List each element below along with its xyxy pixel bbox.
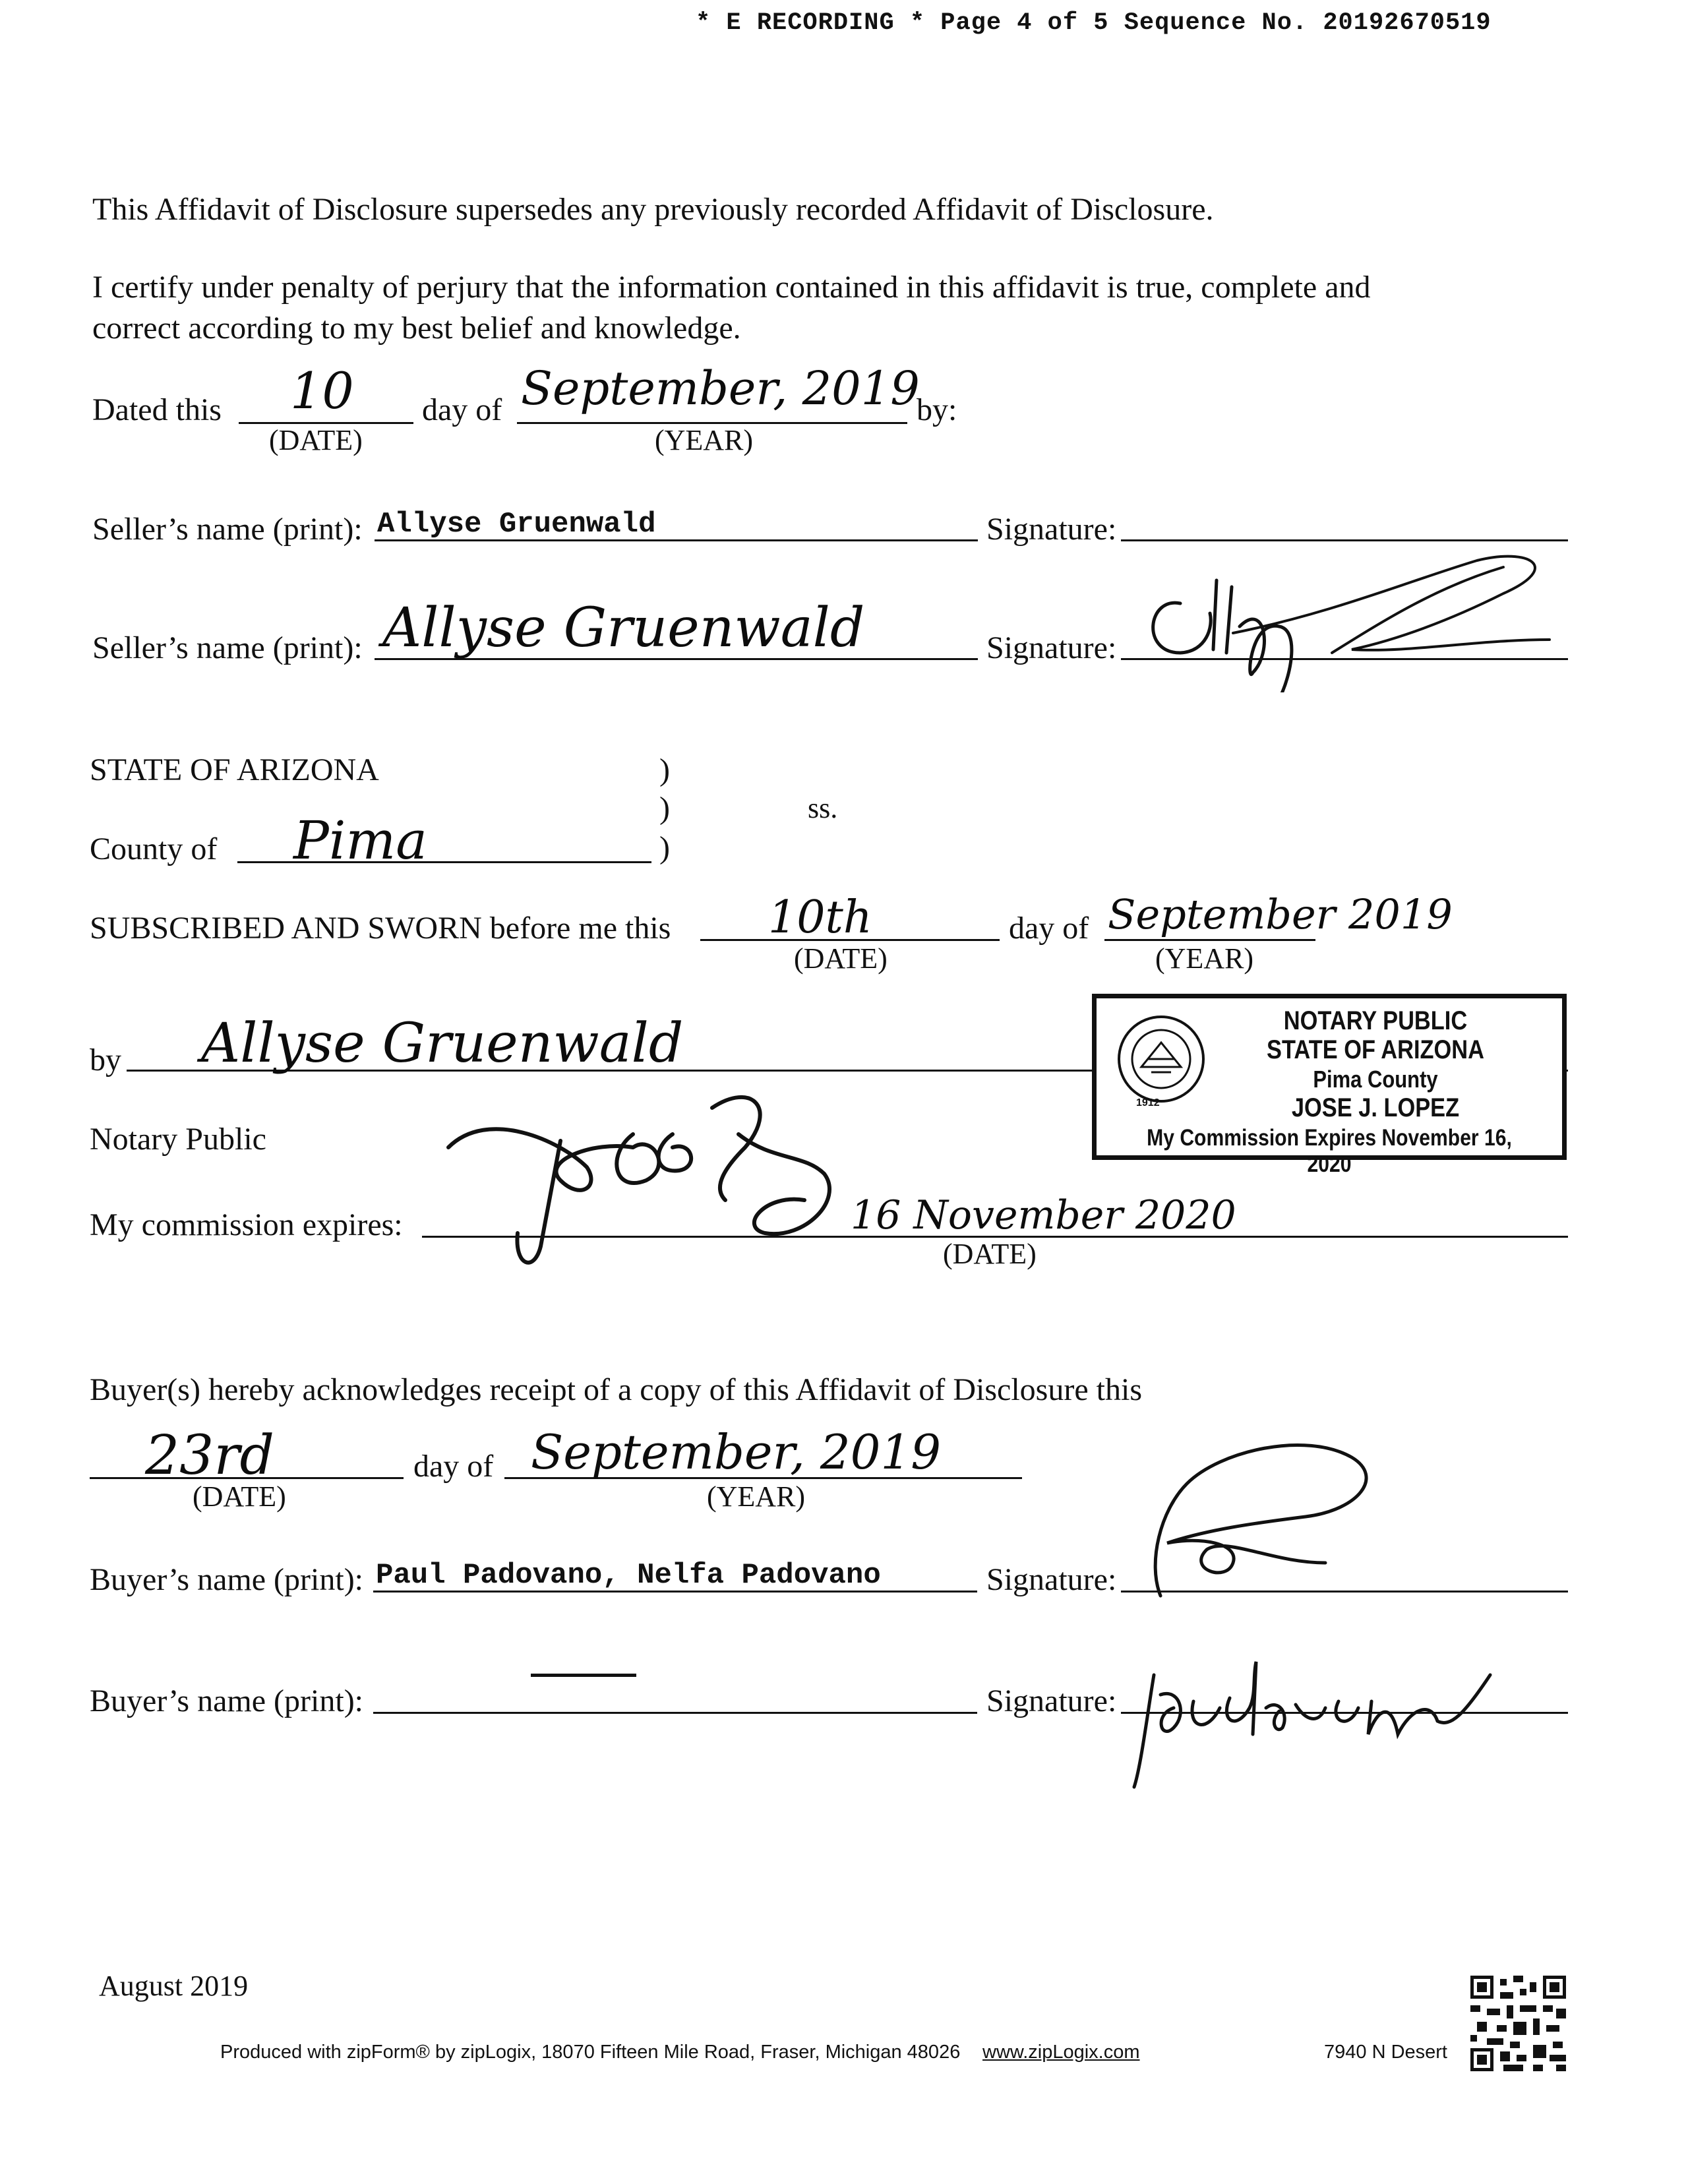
ziplogix-link[interactable]: www.zipLogix.com (982, 2042, 1140, 2063)
seller2-name-value: Allyse Gruenwald (382, 597, 865, 659)
seller1-name-label: Seller’s name (print): (92, 512, 363, 547)
buyer-ack-year-value: September, 2019 (531, 1424, 942, 1480)
commission-value: 16 November 2020 (851, 1192, 1236, 1238)
seller2-signature-label: Signature: (986, 630, 1117, 665)
subscribed-date-caption: (DATE) (794, 942, 888, 975)
dated-by: by: (917, 392, 957, 427)
stamp-line1: NOTARY PUBLIC (1283, 1006, 1468, 1035)
dated-day-of: day of (422, 392, 502, 427)
produced-with-text: Produced with zipForm® by zipLogix, 18070 Fifteen Mile Road, Fraser, Michigan 48026 (220, 2042, 961, 2063)
by-label: by (90, 1043, 121, 1077)
buyer2-name-dash (531, 1674, 636, 1677)
buyer-ack-text: Buyer(s) hereby acknowledges receipt of a copy of this Affidavit of Disclosure this (90, 1372, 1142, 1407)
certify-text-line2: correct according to my best belief and knowledge. (92, 311, 741, 346)
stamp-line3: Pima County (1313, 1066, 1438, 1093)
stamp-line4: JOSE J. LOPEZ (1291, 1093, 1460, 1122)
subscribed-year-line (1104, 939, 1315, 941)
seller2-name-label: Seller’s name (print): (92, 630, 363, 665)
stamp-line2: STATE OF ARIZONA (1267, 1035, 1484, 1064)
county-value: Pima (293, 810, 427, 871)
certify-text-line1: I certify under penalty of perjury that the information contained in this affidavit is true, complete and (92, 270, 1371, 305)
subscribed-year-value: September 2019 (1108, 890, 1453, 938)
notary-signature (435, 1068, 844, 1279)
dated-label: Dated this (92, 392, 222, 427)
commission-label: My commission expires: (90, 1207, 403, 1242)
buyer-ack-date-value: 23rd (145, 1424, 275, 1487)
paren-2: ) (659, 791, 670, 826)
supersedes-text: This Affidavit of Disclosure supersedes any previously recorded Affidavit of Disclosure. (92, 192, 1214, 227)
buyer1-name-value: Paul Padovano, Nelfa Padovano (376, 1559, 881, 1592)
seal-year: 1912 (1136, 1097, 1160, 1108)
notary-stamp (1092, 994, 1567, 1177)
buyer2-name-line (373, 1712, 977, 1714)
qr-code-icon (1470, 1976, 1566, 2071)
paren-3: ) (659, 830, 670, 865)
buyer1-signature (1108, 1411, 1398, 1609)
state-label: STATE OF ARIZONA (90, 752, 379, 787)
ss-label: ss. (808, 792, 838, 824)
seller2-signature (1134, 541, 1582, 692)
seller1-signature-label: Signature: (986, 512, 1117, 547)
subscribed-year-caption: (YEAR) (1155, 942, 1254, 975)
subscribed-day-of: day of (1009, 911, 1089, 946)
buyer1-signature-label: Signature: (986, 1562, 1117, 1597)
buyer1-name-label: Buyer’s name (print): (90, 1562, 364, 1597)
property-address: 7940 N Desert (1324, 2042, 1447, 2063)
buyer-ack-year-caption: (YEAR) (707, 1480, 806, 1513)
stamp-line5: My Commission Expires November 16, 2020 (1147, 1125, 1512, 1177)
dated-year-value: September, 2019 (521, 361, 920, 415)
dated-date-caption: (DATE) (269, 424, 363, 456)
recording-header: * E RECORDING * Page 4 of 5 Sequence No. 20192670519 (696, 9, 1492, 37)
subscribed-date-value: 10th (768, 892, 872, 944)
buyer-ack-date-caption: (DATE) (193, 1480, 286, 1513)
seller1-name-value: Allyse Gruenwald (377, 508, 656, 541)
buyer2-name-label: Buyer’s name (print): (90, 1684, 364, 1718)
by-value: Allyse Gruenwald (201, 1012, 684, 1075)
buyer2-signature-label: Signature: (986, 1684, 1117, 1718)
paren-1: ) (659, 752, 670, 787)
subscribed-label: SUBSCRIBED AND SWORN before me this (90, 911, 671, 946)
commission-caption: (DATE) (943, 1238, 1037, 1270)
county-label: County of (90, 832, 218, 866)
buyer-ack-day-of: day of (413, 1449, 494, 1484)
notary-public-label: Notary Public (90, 1122, 266, 1157)
buyer2-signature (1121, 1635, 1517, 1807)
dated-date-value: 10 (290, 361, 354, 420)
form-date: August 2019 (99, 1970, 249, 2002)
dated-year-caption: (YEAR) (655, 424, 754, 456)
